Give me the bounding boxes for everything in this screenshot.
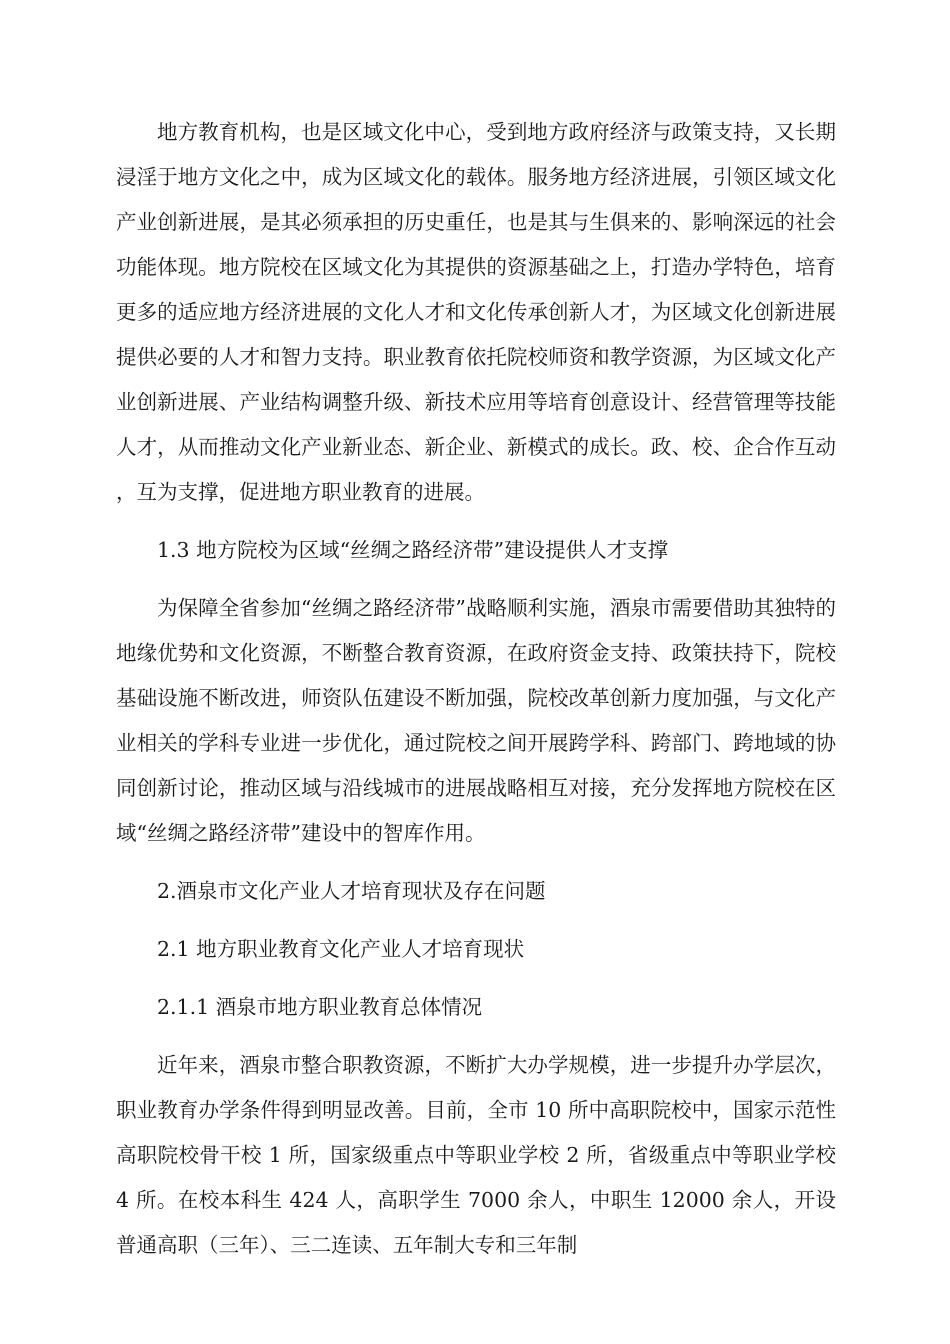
section-heading-1-3: 1.3 地方院校为区域“丝绸之路经济带”建设提供人才支撑 — [157, 538, 669, 562]
section-heading-2-1: 2.1 地方职业教育文化产业人才培育现状 — [157, 937, 525, 961]
paragraph-vocational-education-overview: 近年来，酒泉市整合职教资源，不断扩大办学规模，进一步提升办学层次，职业教育办学条件得到明显改善。目前，全市 10 所中高职院校中，国家示范性高职院校骨干校 1 所，国家级重点中等职业学校 2 所，省级重点中等职业学校 4 所。在校本科生 424 人，高职学生 7000 余人，中职生 12000 余人，开设普通高职（三年）、三二连读、五年制大专和三年制 — [116, 1053, 836, 1257]
section-heading-2-1-1: 2.1.1 酒泉市地方职业教育总体情况 — [157, 995, 483, 1019]
document-body — [116, 110, 836, 1268]
paragraph-silk-road-support: 为保障全省参加“丝绸之路经济带”战略顺利实施，酒泉市需要借助其独特的地缘优势和文化资源，不断整合教育资源，在政府资金支持、政策扶持下，院校基础设施不断改进，师资队伍建设不断加强，院校改革创新力度加强，与文化产业相关的学科专业进一步优化，通过院校之间开展跨学科、跨部门、跨地域的协同创新讨论，推动区域与沿线城市的进展战略相互对接，充分发挥地方院校在区域“丝绸之路经济带”建设中的智库作用。 — [116, 596, 836, 845]
section-heading-2: 2.酒泉市文化产业人才培育现状及存在问题 — [157, 879, 546, 903]
paragraph-role-of-local-institutions: 地方教育机构，也是区域文化中心，受到地方政府经济与政策支持，又长期浸淫于地方文化之中，成为区域文化的载体。服务地方经济进展，引领区域文化产业创新进展，是其必须承担的历史重任，也是其与生俱来的、影响深远的社会功能体现。地方院校在区域文化为其提供的资源基础之上，打造办学特色，培育更多的适应地方经济进展的文化人才和文化传承创新人才，为区域文化创新进展提供必要的人才和智力支持。职业教育依托院校师资和教学资源，为区域文化产业创新进展、产业结构调整升级、新技术应用等培育创意设计、经营管理等技能人才，从而推动文化产业新业态、新企业、新模式的成长。政、校、企合作互动，互为支撑，促进地方职业教育的进展。 — [116, 120, 836, 504]
